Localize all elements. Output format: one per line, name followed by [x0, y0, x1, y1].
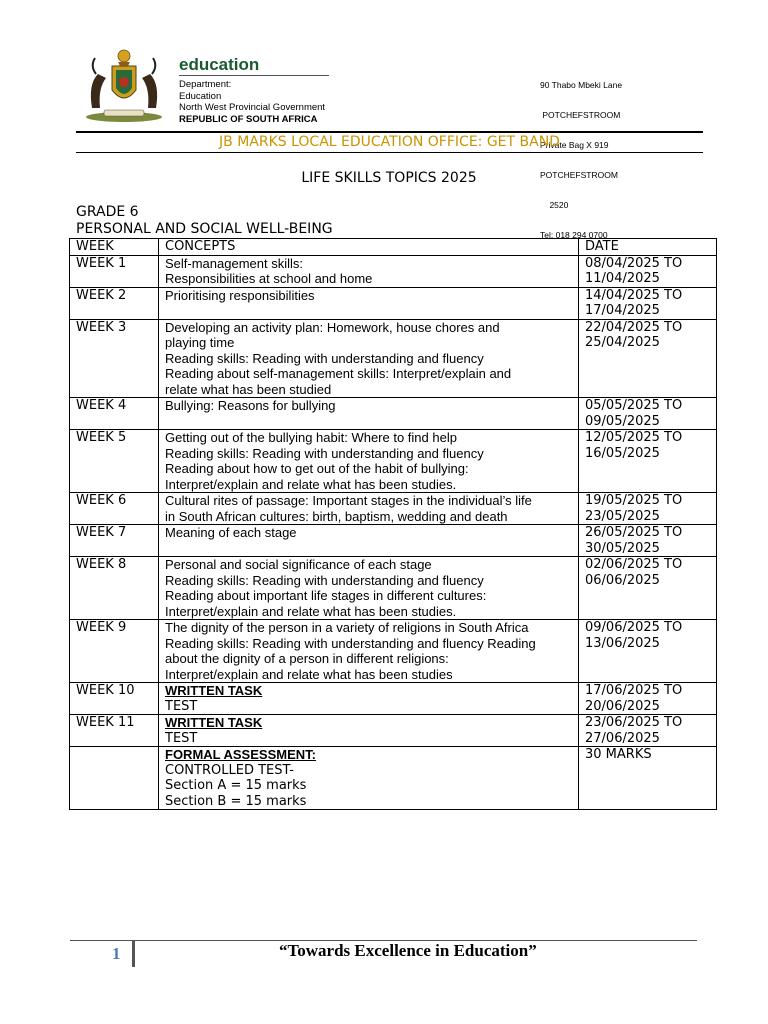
date-line: 05/05/2025 TO: [585, 398, 683, 413]
coat-of-arms-logo: [78, 44, 170, 124]
concepts-cell: [159, 398, 579, 430]
concept-line: The dignity of the person in a variety of religions in South Africa: [165, 620, 529, 635]
table-row: [70, 557, 717, 620]
table-row: [70, 493, 717, 525]
grade-heading: GRADE 6: [76, 204, 139, 220]
footer-slogan: “Towards Excellence in Education”: [279, 941, 537, 960]
week-cell: WEEK 3: [70, 319, 159, 398]
date-cell: [579, 287, 717, 319]
concepts-cell: [159, 557, 579, 620]
department-line: Department:: [179, 79, 232, 90]
address-line: Private Bag X 919: [540, 140, 609, 150]
date-cell: [579, 525, 717, 557]
concepts-cell: [159, 715, 579, 747]
date-line: 11/04/2025: [585, 271, 660, 286]
date-cell: [579, 255, 717, 287]
table-row: [70, 525, 717, 557]
header-concepts: CONCEPTS: [159, 239, 579, 256]
address-line: POTCHEFSTROOM: [540, 110, 621, 120]
date-line: 17/04/2025: [585, 303, 660, 318]
department-line: North West Provincial Government: [179, 102, 326, 113]
date-line: 23/06/2025 TO: [585, 715, 683, 730]
week-cell: WEEK 2: [70, 287, 159, 319]
table-row: [70, 398, 717, 430]
header-bottom-rule: [76, 152, 703, 153]
week-cell: WEEK 9: [70, 620, 159, 683]
concept-line: in South African cultures: birth, baptism, wedding and death: [165, 508, 508, 524]
concept-line: TEST: [165, 730, 198, 746]
concept-line: Reading about important life stages in different cultures:: [165, 588, 487, 603]
week-cell: WEEK 8: [70, 557, 159, 620]
concepts-cell: [159, 683, 579, 715]
table-header-row: [70, 239, 717, 256]
address-line: 90 Thabo Mbeki Lane: [540, 80, 623, 90]
concept-line: Cultural rites of passage: Important stages in the individual’s life: [165, 493, 532, 508]
date-cell: [579, 747, 717, 810]
brand-title: education: [179, 56, 329, 76]
concept-line: Interpret/explain and relate what has been studies.: [165, 476, 457, 492]
concept-line: Section A = 15 marks: [165, 778, 307, 793]
address-line: Tel: 018 294 0700: [540, 230, 608, 240]
date-line: 27/06/2025: [585, 730, 660, 746]
date-cell: [579, 493, 717, 525]
document-title: LIFE SKILLS TOPICS 2025: [301, 170, 477, 186]
date-cell: [579, 557, 717, 620]
concept-line: Responsibilities at school and home: [165, 271, 373, 286]
date-line: 09/05/2025: [585, 413, 660, 429]
table-row: [70, 683, 717, 715]
concepts-cell: [159, 255, 579, 287]
concepts-cell: [159, 287, 579, 319]
concept-line: Self-management skills:: [165, 255, 303, 271]
concept-line: Reading skills: Reading with understanding and fluency Reading: [165, 635, 536, 651]
concept-line: Bullying: Reasons for bullying: [165, 398, 336, 413]
concepts-heading: WRITTEN TASK: [165, 715, 263, 730]
date-cell: [579, 715, 717, 747]
week-cell: WEEK 1: [70, 255, 159, 287]
date-cell: [579, 430, 717, 493]
date-line: 06/06/2025: [585, 572, 660, 588]
concepts-cell: [159, 493, 579, 525]
department-line: Education: [179, 90, 222, 102]
concepts-heading: WRITTEN TASK: [165, 683, 263, 698]
date-cell: [579, 398, 717, 430]
concept-line: Reading about how to get out of the habit of bullying:: [165, 461, 469, 476]
concept-line: TEST: [165, 698, 198, 714]
concept-line: Reading about self-management skills: Interpret/explain and: [165, 366, 512, 381]
concept-line: Reading skills: Reading with understanding and fluency: [165, 572, 484, 588]
concept-line: Getting out of the bullying habit: Where to find help: [165, 430, 457, 445]
date-line: 20/06/2025: [585, 698, 660, 714]
concept-line: Reading skills: Reading with understanding and fluency: [165, 445, 484, 461]
table-row: [70, 255, 717, 287]
date-line: 13/06/2025: [585, 635, 660, 651]
header-date: DATE: [579, 239, 717, 256]
concept-line: Interpret/explain and relate what has been studies.: [165, 603, 457, 619]
table-row: [70, 319, 717, 398]
date-line: 26/05/2025 TO: [585, 525, 683, 540]
date-line: 22/04/2025 TO: [585, 319, 683, 335]
concepts-cell: [159, 430, 579, 493]
concepts-heading: FORMAL ASSESSMENT:: [165, 747, 316, 762]
table-row: [70, 287, 717, 319]
page-number: 1: [112, 944, 121, 963]
concept-line: relate what has been studied: [165, 381, 332, 397]
week-cell: WEEK 7: [70, 525, 159, 557]
date-cell: [579, 620, 717, 683]
concepts-cell: [159, 747, 579, 810]
department-brand: [179, 56, 329, 125]
week-cell: WEEK 4: [70, 398, 159, 430]
concept-line: Prioritising responsibilities: [165, 287, 315, 303]
header-top-rule: [76, 131, 703, 133]
week-cell: WEEK 10: [70, 683, 159, 715]
date-line: 30 MARKS: [585, 747, 652, 762]
date-cell: [579, 683, 717, 715]
address-line: POTCHEFSTROOM: [540, 170, 618, 180]
concept-line: CONTROLLED TEST-: [165, 762, 294, 778]
concept-line: about the dignity of a person in different religions:: [165, 651, 449, 666]
concept-line: Section B = 15 marks: [165, 793, 307, 809]
topics-table: [69, 238, 717, 810]
date-cell: [579, 319, 717, 398]
date-line: 16/05/2025: [585, 445, 660, 461]
concepts-cell: [159, 319, 579, 398]
table-row: [70, 747, 717, 810]
concepts-cell: [159, 525, 579, 557]
date-line: 17/06/2025 TO: [585, 683, 683, 698]
footer-divider: [132, 941, 135, 967]
header-week: WEEK: [70, 239, 159, 256]
week-cell: WEEK 11: [70, 715, 159, 747]
date-line: 02/06/2025 TO: [585, 557, 683, 572]
date-line: 23/05/2025: [585, 508, 660, 524]
date-line: 09/06/2025 TO: [585, 620, 683, 635]
date-line: 25/04/2025: [585, 335, 660, 350]
department-lines: [179, 79, 329, 125]
concepts-cell: [159, 620, 579, 683]
concept-line: playing time: [165, 335, 235, 350]
concept-line: Meaning of each stage: [165, 525, 297, 540]
date-line: 30/05/2025: [585, 540, 660, 556]
date-line: 14/04/2025 TO: [585, 287, 683, 303]
week-cell: [70, 747, 159, 810]
date-line: 19/05/2025 TO: [585, 493, 683, 508]
concept-line: Personal and social significance of each stage: [165, 557, 432, 572]
band-title: JB MARKS LOCAL EDUCATION OFFICE: GET BAND: [219, 134, 560, 150]
theme-heading: PERSONAL AND SOCIAL WELL-BEING: [76, 221, 333, 237]
table-row: [70, 715, 717, 747]
address-line: 2520: [540, 200, 569, 210]
concept-line: Developing an activity plan: Homework, house chores and: [165, 319, 500, 335]
week-cell: WEEK 6: [70, 493, 159, 525]
table-row: [70, 430, 717, 493]
concept-line: Reading skills: Reading with understanding and fluency: [165, 350, 484, 366]
table-row: [70, 620, 717, 683]
concept-line: Interpret/explain and relate what has been studies: [165, 666, 453, 682]
date-line: 08/04/2025 TO: [585, 255, 683, 271]
date-line: 12/05/2025 TO: [585, 430, 683, 445]
department-line: REPUBLIC OF SOUTH AFRICA: [179, 113, 318, 125]
week-cell: WEEK 5: [70, 430, 159, 493]
office-address: [540, 60, 660, 250]
